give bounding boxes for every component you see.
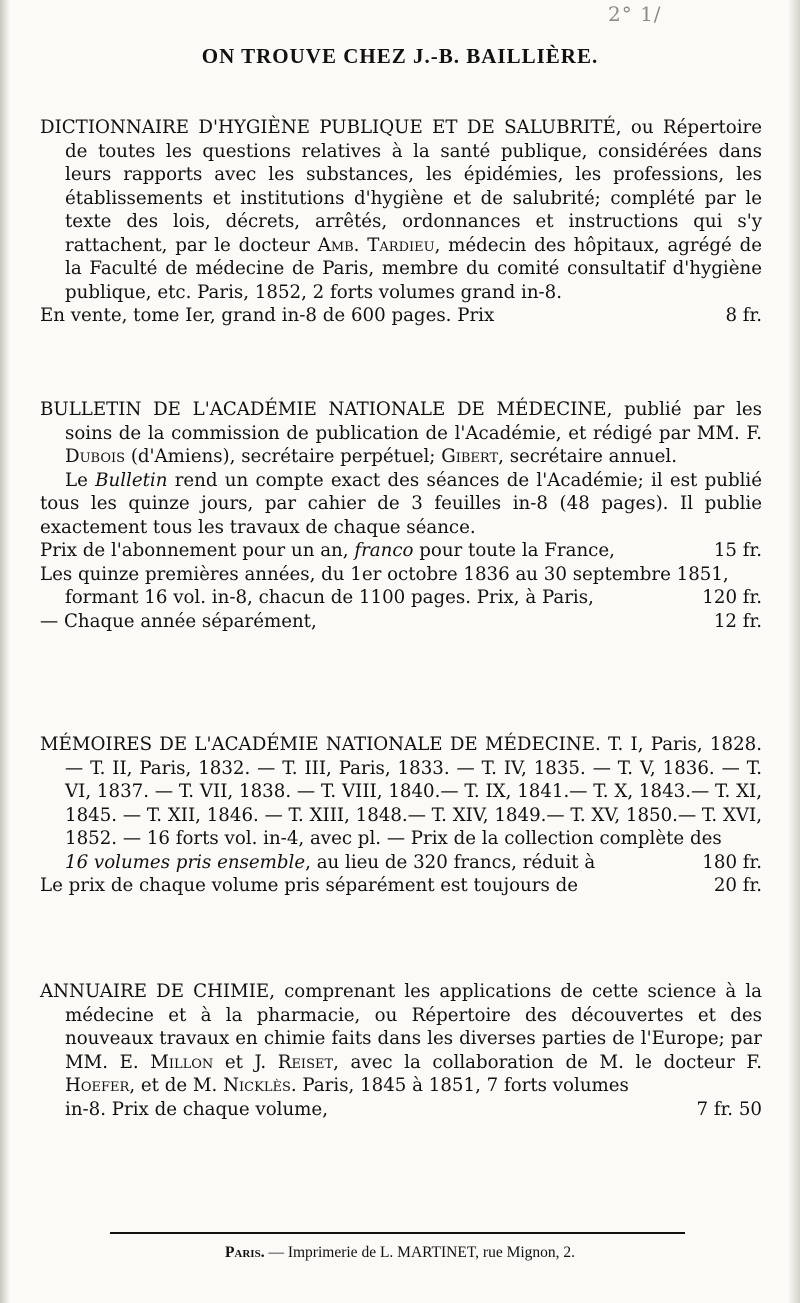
entry-text: . Paris, 1845 à 1851, 7 forts volumes <box>290 1075 629 1096</box>
italic-title: Bulletin <box>95 469 168 491</box>
entry-dictionnaire <box>40 116 762 328</box>
author-name: Reiset <box>277 1051 334 1073</box>
price-label: — Chaque année séparément, <box>40 610 317 632</box>
price-value: 20 fr. <box>713 875 762 896</box>
page-edge-left <box>0 0 10 1303</box>
entry-text: et J. <box>213 1051 278 1073</box>
price-line <box>40 1098 762 1122</box>
author-name: Dubois <box>65 446 126 467</box>
entry-text: , secrétaire annuel. <box>498 446 677 467</box>
price-label: Le prix de chaque volume pris séparément est toujours de <box>40 875 578 896</box>
price-line <box>40 874 762 898</box>
price-value: 12 fr. <box>713 610 762 632</box>
footer-city: Paris. <box>224 1244 265 1261</box>
entry-text: , médecin des hôpitaux, agrégé de la Faculté de médecine de Paris, membre du comité consultatif d'hygiène publique, etc. Paris, 1852, 2 forts volumes grand in-8. <box>65 234 763 303</box>
price-line <box>40 304 762 328</box>
footer-text: — Imprimerie de L. MARTINET, rue Mignon, 2. <box>264 1244 576 1261</box>
entry-bulletin <box>40 398 762 633</box>
label-text: pour toute la France, <box>413 540 615 561</box>
price-label: formant 16 vol. in-8, chacun de 1100 pages. Prix, à Paris, <box>65 587 594 608</box>
price-value: 8 fr. <box>725 305 762 326</box>
entry-description <box>40 398 762 469</box>
years-line: Les quinze premières années, du 1er octobre 1836 au 30 septembre 1851, <box>40 563 729 585</box>
entry-text: BULLETIN DE L'ACADÉMIE NATIONALE DE MÉDECINE, publié par les soins de la commission de publication de l'Académie, et rédigé par MM. F. <box>40 399 762 444</box>
price-value: 120 fr. <box>702 587 762 608</box>
page-mark: 2° 1/ <box>608 2 662 26</box>
price-line <box>40 851 762 875</box>
author-name: Nicklès <box>223 1075 291 1096</box>
price-line <box>40 610 762 634</box>
price-label <box>40 539 615 563</box>
price-line <box>40 539 762 563</box>
author-name: Hoefer <box>65 1075 130 1096</box>
price-value: 180 fr. <box>702 851 762 873</box>
label-italic: 16 volumes pris ensemble <box>65 851 306 873</box>
price-label <box>65 851 595 875</box>
entry-text: , et de M. <box>129 1075 224 1096</box>
entry-text: DICTIONNAIRE D'HYGIÈNE PUBLIQUE ET DE SALUBRITÉ, ou Répertoire de toutes les questions relatives à la santé publique, considérées dans leurs rapports avec les substances, les épidémies, les professions, les établissements et institutions d'hygiène et de salubrité; complété par le texte des lois, décrets, arrêtés, ordonnances et instructions qui s'y rattachent, par le docteur <box>40 117 762 256</box>
page-header: ON TROUVE CHEZ J.-B. BAILLIÈRE. <box>201 44 599 68</box>
entry-text: , avec la collaboration de M. le docteur F. <box>333 1051 762 1073</box>
entry-text: ANNUAIRE DE CHIMIE, comprenant les applications de cette science à la médecine et à la pharmacie, ou Répertoire des découvertes et des nouveaux travaux en chimie faits dans les diverses parties de l'Europe; par MM. E. <box>40 981 762 1073</box>
price-label: En vente, tome Ier, grand in-8 de 600 pages. Prix <box>40 305 495 326</box>
entry-text: Le <box>65 469 96 491</box>
price-value: 7 fr. 50 <box>696 1098 762 1120</box>
price-line <box>40 586 762 610</box>
page-edge-right <box>788 0 800 1303</box>
footer-rule <box>110 1232 685 1234</box>
printer-footer <box>0 1244 800 1262</box>
price-value: 15 fr. <box>713 540 762 561</box>
price-label: in-8. Prix de chaque volume, <box>65 1098 328 1120</box>
entry-description <box>40 116 762 304</box>
entry-description <box>40 980 762 1098</box>
label-text: , au lieu de 320 francs, réduit à <box>305 851 596 873</box>
author-name: Gibert <box>441 446 499 467</box>
entry-text: (d'Amiens), secrétaire perpétuel; <box>125 446 442 467</box>
label-text: Prix de l'abonnement pour un an, <box>40 540 355 561</box>
entry-annuaire <box>40 980 762 1121</box>
author-name: Amb. Tardieu <box>317 234 435 256</box>
entry-text: rend un compte exact des séances de l'Académie; il est publié tous les quinze jours, par cahier de 3 feuilles in-8 (48 pages). Il publie exactement tous les travaux de chaque séance. <box>40 469 762 538</box>
author-name: Millon <box>150 1051 214 1073</box>
entry-memoires <box>40 733 762 898</box>
entry-paragraph <box>40 469 762 540</box>
label-italic: franco <box>354 540 414 561</box>
entry-description: MÉMOIRES DE L'ACADÉMIE NATIONALE DE MÉDECINE. T. I, Paris, 1828. — T. II, Paris, 1832. — T. III, Paris, 1833. — T. IV, 1835. — T. V, 1836. — T. VI, 1837. — T. VII, 1838. — T. VIII, 1840.— T. IX, 1841.— T. X, 1843.— T. XI, 1845. — T. XII, 1846. — T. XIII, 1848.— T. XIV, 1849.— T. XV, 1850.— T. XVI, 1852. — 16 forts vol. in-4, avec pl. — Prix de la collection complète des <box>40 734 762 849</box>
